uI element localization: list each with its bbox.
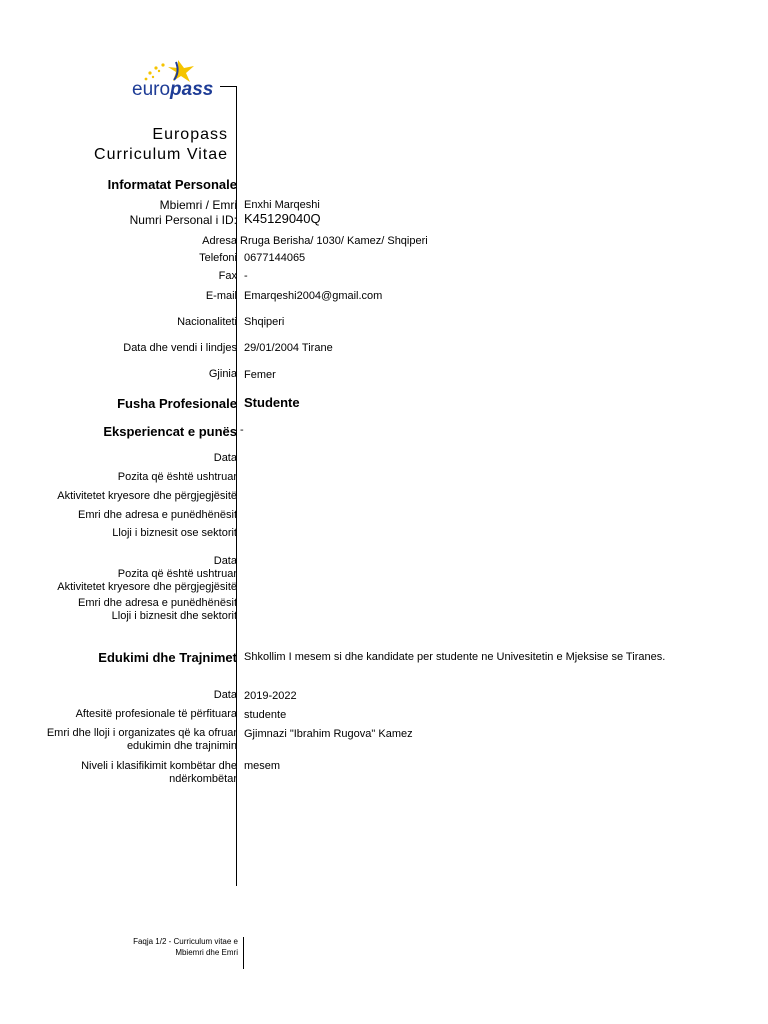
education-summary: Shkollim I mesem si dhe kandidate per studente ne Univesitetin e Mjeksise se Tiranes. — [244, 651, 666, 663]
edu-skills-value: studente — [244, 709, 287, 721]
exp2-activities-label: Aktivitetet kryesore dhe përgjegjësitë — [57, 581, 237, 593]
exp1-sector-label: Lloji i biznesit ose sektorit — [112, 527, 237, 539]
europass-logo — [128, 58, 228, 108]
birth-label: Data dhe vendi i lindjes — [123, 342, 237, 354]
footer-line1: Faqja 1/2 - Curriculum vitae e — [133, 937, 238, 946]
id-label: Numri Personal i ID: — [129, 213, 237, 227]
email-label: E-mail — [205, 290, 237, 302]
exp2-position-label: Pozita që është ushtruar — [117, 568, 237, 580]
cv-title-line2: Curriculum Vitae — [94, 146, 228, 163]
logo-pass-text: pass — [170, 79, 214, 100]
section-heading-education: Edukimi dhe Trajnimet — [98, 650, 237, 665]
footer-line2: Mbiemri dhe Emri — [175, 948, 238, 957]
edu-date-label: Data — [213, 689, 237, 701]
name-label: Mbiemri / Emri — [159, 198, 237, 212]
nationality-label: Nacionaliteti — [177, 316, 237, 328]
birth-value: 29/01/2004 Tirane — [244, 342, 333, 354]
nationality-value: Shqiperi — [244, 316, 285, 328]
email-value: Emarqeshi2004@gmail.com — [244, 290, 383, 302]
phone-value: 0677144065 — [244, 252, 306, 264]
professional-value: Studente — [244, 395, 300, 410]
experience-value: - — [240, 424, 244, 436]
fax-value: - — [244, 270, 248, 282]
edu-level-value: mesem — [244, 760, 281, 772]
edu-level-label: Niveli i klasifikimit kombëtar dhe ndërkombëtar — [81, 760, 237, 785]
cv-title-line1: Europass — [152, 126, 228, 143]
gender-label: Gjinia — [208, 368, 237, 380]
edu-org-value: Gjimnazi "Ibrahim Rugova" Kamez — [244, 728, 413, 740]
logo-euro-text: euro — [132, 79, 171, 100]
exp2-sector-label: Lloji i biznesit dhe sektorit — [111, 610, 237, 622]
exp1-activities-label: Aktivitetet kryesore dhe përgjegjësitë — [57, 490, 237, 502]
name-value: Enxhi Marqeshi — [244, 199, 320, 211]
exp1-date-label: Data — [213, 452, 237, 464]
section-heading-experience: Eksperiencat e punës — [103, 424, 237, 439]
section-heading-professional: Fusha Profesionale — [117, 396, 237, 411]
exp2-employer-label: Emri dhe adresa e punëdhënësit — [78, 597, 237, 609]
phone-label: Telefoni — [199, 252, 237, 264]
address-value: Rruga Berisha/ 1030/ Kamez/ Shqiperi — [240, 235, 428, 247]
section-heading-personal: Informatat Personale — [107, 177, 237, 192]
edu-skills-label: Aftesitë profesionale të përfituara — [75, 708, 237, 720]
edu-date-value: 2019-2022 — [244, 690, 297, 702]
exp2-date-label: Data — [213, 555, 237, 567]
footer-divider — [243, 937, 244, 969]
logo-rule — [220, 86, 237, 87]
exp1-employer-label: Emri dhe adresa e punëdhënësit — [78, 509, 237, 521]
address-label: Adresa — [202, 235, 237, 247]
fax-label: Fax — [218, 270, 237, 282]
edu-org-label: Emri dhe lloji i organizates që ka ofruar edukimin dhe trajnimin — [46, 727, 237, 752]
gender-value: Femer — [244, 369, 276, 381]
id-value: K45129040Q — [244, 211, 321, 226]
exp1-position-label: Pozita që është ushtruar — [117, 471, 237, 483]
